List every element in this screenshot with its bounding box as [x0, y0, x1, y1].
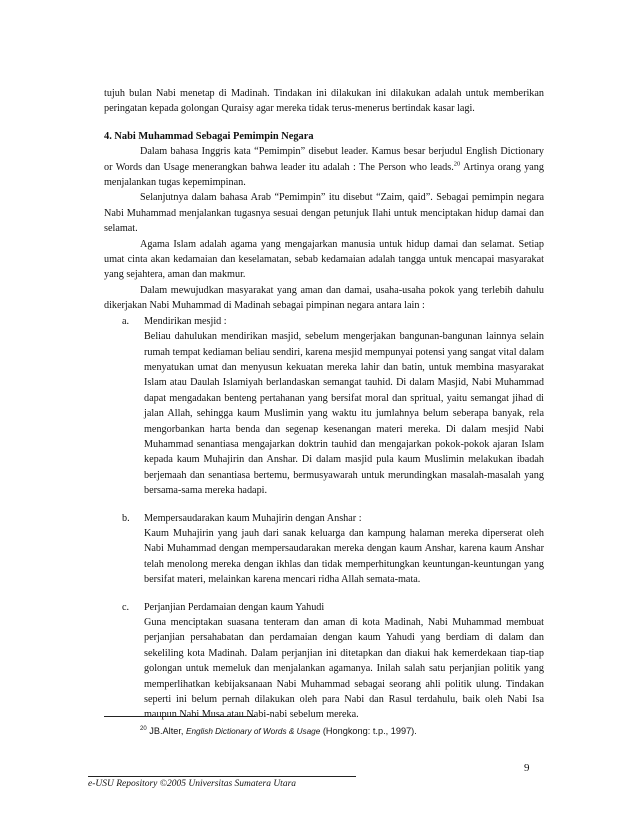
paragraph-islam: Agama Islam adalah agama yang mengajarkan manusia untuk hidup damai dan selamat. Setiap umat cinta akan kedamaian dan keselamatan, sebab kedamaian adalah tangga untuk mencapai masyarakat yang sejahtera, aman dan makmur.	[104, 238, 544, 281]
paragraph-usaha: Dalam mewujudkan masyarakat yang aman dan damai, usaha-usaha pokok yang terlebih dahulu dikerjakan Nabi Muhammad di Madinah sebagai pimpinan negara antara lain :	[104, 284, 544, 312]
list-marker: b.	[122, 512, 130, 524]
footer-divider	[88, 776, 356, 777]
page-number: 9	[524, 762, 530, 774]
footnote-number: 20	[140, 725, 147, 732]
paragraph-leader-text-b: Artinya orang yang menjalankan tugas kepemimpinan.	[104, 161, 544, 189]
page-body	[104, 86, 544, 723]
footnote-divider	[104, 716, 256, 717]
list-item-text: Guna menciptakan suasana tenteram dan aman di kota Madinah, Nabi Muhammad membuat perjanjian persahabatan dan perdamaian dengan kaum Yahudi yang berdiam di dalam dan sekeliling kota Madinah. Dalam perjanjian ini ditetapkan dan diakui hak kemerdekaan tiap-tiap golongan untuk memeluk dan menjalankan agamanya. Inilah salah satu perjanjian politik yang memperlihatkan kebijaksanaan Nabi Muhammad sebagai seorang ahli politik ulung. Tindakan seperti ini belum pernah dilakukan oleh para Nabi dan Rasul terdahulu, baik oleh Nabi Isa maupun Nabi Musa atau Nabi-nabi sebelum mereka.	[144, 617, 544, 721]
section-heading: 4. Nabi Muhammad Sebagai Pemimpin Negara	[104, 130, 314, 142]
list-item-text: Beliau dahulukan mendirikan masjid, sebelum mengerjakan bangunan-bangunan lainnya selain rumah tempat kediaman beliau sendiri, karena mesjid mempunyai potensi yang sangat vital dalam menyatukan umat dan menyusun kekuatan mereka lahir dan batin, untuk membina masyarakat Islam atau Daulah Islamiyah berlandaskan semangat tauhid. Di dalam Masjid, Nabi Muhammad dapat mengadakan benteng pertahanan yang bersifat moral dan spritual, yaitu semangat jihad di jalan Allah, sehingga kaum Muslimin yang waktu itu jumlahnya belum seberapa banyak, rela mengorbankan harta benda dan segenap kesenangan materi mereka. Di dalam mesjid Nabi Muhammad senantiasa mengajarkan doktrin tauhid dan mengajarkan pokok-pokok ajaran Islam kepada kaum Muhajirin dan Anshar. Di dalam masjid pula kaum Muslimin melakukan ibadah berjemaah dan senantiasa bertemu, bermusyawarah untuk merundingkan masalah-masalah yang bersama-sama mereka hadapi.	[144, 331, 544, 497]
list-item-title: Perjanjian Perdamaian dengan kaum Yahudi	[144, 601, 325, 613]
footnote-author: JB.Alter,	[149, 726, 187, 736]
footnote	[140, 725, 417, 738]
list-item-b	[122, 511, 544, 588]
footnote-publisher: (Hongkong: t.p., 1997).	[320, 726, 417, 736]
footer-text: e-USU Repository ©2005 Universitas Sumatera Utara	[88, 779, 297, 789]
intro-paragraph: tujuh bulan Nabi menetap di Madinah. Tindakan ini dilakukan ini dilakukan adalah untuk memberikan peringatan kepada golongan Quraisy agar mereka tidak terus-menerus bertindak kasar lagi.	[104, 88, 544, 115]
list-item-title: Mempersaudarakan kaum Muhajirin dengan Anshar :	[144, 512, 362, 524]
list-item-c	[122, 600, 544, 723]
paragraph-leader-text-a: Dalam bahasa Inggris kata “Pemimpin” disebut leader. Kamus besar berjudul English Dictionary or Words dan Usage menerangkan bahwa leader itu adalah : The Person who leads.	[104, 146, 544, 173]
footnote-title: English Dictionary of Words & Usage	[186, 727, 321, 736]
footnote-ref[interactable]: 20	[453, 160, 461, 168]
paragraph-zaim: Selanjutnya dalam bahasa Arab “Pemimpin” itu disebut “Zaim, qaid”. Sebagai pemimpin negara Nabi Muhammad menjalankan tugasnya sesuai dengan petunjuk Ilahi untuk menciptakan hidup damai dan selamat.	[104, 192, 544, 235]
list-item-title: Mendirikan mesjid :	[144, 315, 227, 327]
list-marker: a.	[122, 315, 130, 327]
list-item-text: Kaum Muhajirin yang jauh dari sanak keluarga dan kampung halaman mereka diperserat oleh Nabi Muhammad dengan mempersaudarakan mereka dengan kaum Anshar, karena kaum Anshar telah menolong mereka dengan ikhlas dan tidak memperhitungkan keuntungan-keuntungan yang bersifat materi, melainkan karena mencari ridha Allah semata-mata.	[144, 527, 544, 586]
list-marker: c.	[122, 601, 130, 613]
paragraph-leader	[104, 144, 544, 190]
list-item-a	[122, 314, 544, 499]
